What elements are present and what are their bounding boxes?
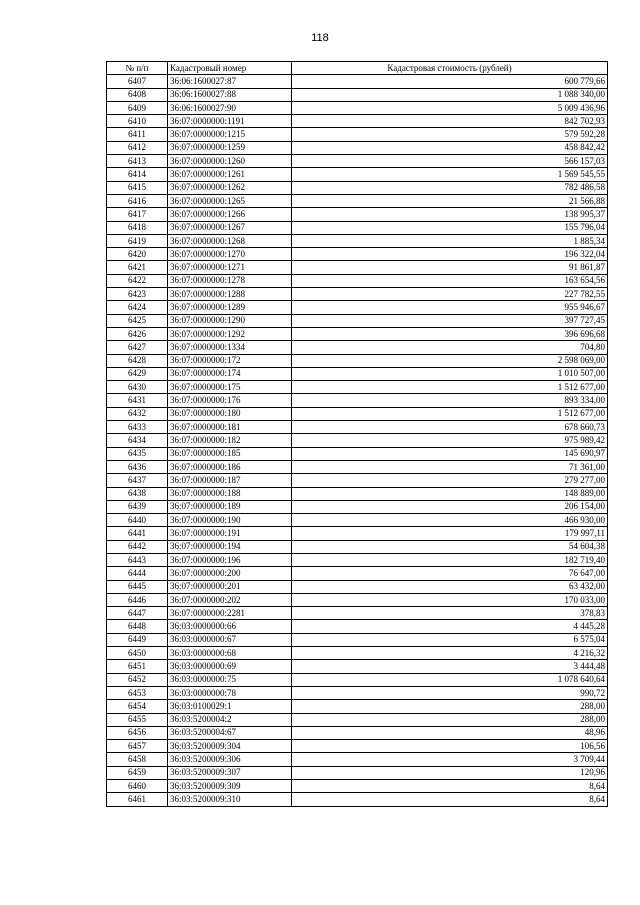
table-row <box>107 394 608 407</box>
row-number-cell: 6461 <box>107 793 168 806</box>
row-number-cell: 6428 <box>107 354 168 367</box>
cadastral-number-cell: 36:07:0000000:185 <box>168 447 292 460</box>
row-number-cell: 6415 <box>107 181 168 194</box>
cadastral-number-cell: 36:03:0000000:75 <box>168 673 292 686</box>
cadastral-number-cell: 36:07:0000000:186 <box>168 460 292 473</box>
table-row <box>107 421 608 434</box>
cadastral-value-cell: 2 598 069,00 <box>292 354 608 367</box>
cadastral-number-cell: 36:07:0000000:1271 <box>168 261 292 274</box>
table-row <box>107 753 608 766</box>
table-body <box>107 75 608 806</box>
row-number-cell: 6432 <box>107 407 168 420</box>
cadastral-number-cell: 36:03:5200009:304 <box>168 740 292 753</box>
cadastral-value-cell: 3 709,44 <box>292 753 608 766</box>
table-row <box>107 381 608 394</box>
table-row <box>107 607 608 620</box>
table-header-row <box>107 62 608 75</box>
row-number-cell: 6424 <box>107 301 168 314</box>
cadastral-number-cell: 36:07:0000000:188 <box>168 487 292 500</box>
table-row <box>107 487 608 500</box>
table-row <box>107 221 608 234</box>
cadastral-value-cell: 6 575,04 <box>292 633 608 646</box>
row-number-cell: 6435 <box>107 447 168 460</box>
cadastral-number-cell: 36:03:0000000:69 <box>168 660 292 673</box>
row-number-cell: 6445 <box>107 580 168 593</box>
cadastral-value-cell: 8,64 <box>292 780 608 793</box>
cadastral-number-cell: 36:07:0000000:1268 <box>168 234 292 247</box>
table-row <box>107 686 608 699</box>
cadastral-number-cell: 36:03:5200009:307 <box>168 766 292 779</box>
row-number-cell: 6430 <box>107 381 168 394</box>
cadastral-number-cell: 36:07:0000000:175 <box>168 381 292 394</box>
row-number-cell: 6410 <box>107 115 168 128</box>
table-row <box>107 168 608 181</box>
cadastral-number-cell: 36:07:0000000:1288 <box>168 288 292 301</box>
cadastral-value-cell: 76 647,00 <box>292 567 608 580</box>
cadastral-value-cell: 179 997,11 <box>292 527 608 540</box>
cadastral-number-cell: 36:07:0000000:200 <box>168 567 292 580</box>
row-number-cell: 6407 <box>107 75 168 88</box>
cadastral-number-cell: 36:07:0000000:181 <box>168 421 292 434</box>
table-row <box>107 88 608 101</box>
row-number-cell: 6439 <box>107 500 168 513</box>
row-number-cell: 6427 <box>107 341 168 354</box>
cadastral-value-cell: 566 157,03 <box>292 155 608 168</box>
cadastral-value-cell: 990,72 <box>292 686 608 699</box>
table-row <box>107 580 608 593</box>
table-row <box>107 341 608 354</box>
table-row <box>107 141 608 154</box>
table-row <box>107 434 608 447</box>
row-number-cell: 6417 <box>107 208 168 221</box>
table-row <box>107 115 608 128</box>
row-number-cell: 6441 <box>107 527 168 540</box>
row-number-cell: 6459 <box>107 766 168 779</box>
table-row <box>107 700 608 713</box>
table-row <box>107 460 608 473</box>
cadastral-number-cell: 36:07:0000000:1290 <box>168 314 292 327</box>
table-row <box>107 194 608 207</box>
cadastral-value-cell: 71 361,00 <box>292 460 608 473</box>
cadastral-value-cell: 466 930,00 <box>292 514 608 527</box>
row-number-cell: 6416 <box>107 194 168 207</box>
row-number-cell: 6446 <box>107 593 168 606</box>
cadastral-value-cell: 48,96 <box>292 726 608 739</box>
row-number-cell: 6411 <box>107 128 168 141</box>
cadastral-value-cell: 155 796,04 <box>292 221 608 234</box>
cadastral-value-cell: 145 690,97 <box>292 447 608 460</box>
row-number-cell: 6418 <box>107 221 168 234</box>
table-row <box>107 500 608 513</box>
table-row <box>107 208 608 221</box>
cadastral-number-cell: 36:07:0000000:194 <box>168 540 292 553</box>
row-number-cell: 6419 <box>107 234 168 247</box>
table-row <box>107 288 608 301</box>
cadastral-value-cell: 378,83 <box>292 607 608 620</box>
cadastral-value-cell: 678 660,73 <box>292 421 608 434</box>
cadastral-number-cell: 36:07:0000000:1191 <box>168 115 292 128</box>
row-number-cell: 6454 <box>107 700 168 713</box>
cadastral-value-cell: 288,00 <box>292 700 608 713</box>
table-row <box>107 567 608 580</box>
table-row <box>107 553 608 566</box>
cadastral-value-cell: 1 088 340,00 <box>292 88 608 101</box>
table-row <box>107 527 608 540</box>
table-row <box>107 181 608 194</box>
cadastral-number-cell: 36:06:1600027:87 <box>168 75 292 88</box>
row-number-cell: 6440 <box>107 514 168 527</box>
row-number-cell: 6437 <box>107 474 168 487</box>
row-number-cell: 6434 <box>107 434 168 447</box>
cadastral-value-cell: 106,56 <box>292 740 608 753</box>
table-row <box>107 660 608 673</box>
table-row <box>107 713 608 726</box>
cadastral-number-cell: 36:03:0100029:1 <box>168 700 292 713</box>
table-row <box>107 354 608 367</box>
row-number-cell: 6421 <box>107 261 168 274</box>
cadastral-value-cell: 1 885,34 <box>292 234 608 247</box>
cadastral-number-cell: 36:07:0000000:1267 <box>168 221 292 234</box>
cadastral-number-cell: 36:07:0000000:1266 <box>168 208 292 221</box>
cadastral-number-cell: 36:03:5200004:2 <box>168 713 292 726</box>
table-row <box>107 447 608 460</box>
row-number-cell: 6433 <box>107 421 168 434</box>
table-row <box>107 766 608 779</box>
cadastral-number-cell: 36:07:0000000:196 <box>168 553 292 566</box>
cadastral-number-cell: 36:03:0000000:66 <box>168 620 292 633</box>
cadastral-value-cell: 1 512 677,00 <box>292 381 608 394</box>
row-number-cell: 6452 <box>107 673 168 686</box>
cadastral-number-cell: 36:03:5200004:67 <box>168 726 292 739</box>
cadastral-value-cell: 5 009 436,96 <box>292 101 608 114</box>
row-number-cell: 6422 <box>107 274 168 287</box>
cadastral-number-cell: 36:07:0000000:172 <box>168 354 292 367</box>
cadastral-number-cell: 36:07:0000000:191 <box>168 527 292 540</box>
cadastral-value-cell: 170 033,00 <box>292 593 608 606</box>
row-number-cell: 6449 <box>107 633 168 646</box>
cadastral-value-cell: 227 782,55 <box>292 288 608 301</box>
row-number-cell: 6431 <box>107 394 168 407</box>
cadastral-number-cell: 36:03:0000000:67 <box>168 633 292 646</box>
row-number-cell: 6413 <box>107 155 168 168</box>
header-row-number: № п/п <box>107 62 168 75</box>
row-number-cell: 6423 <box>107 288 168 301</box>
cadastral-number-cell: 36:03:5200009:309 <box>168 780 292 793</box>
header-cadastral-number: Кадастровый номер <box>168 62 292 75</box>
cadastral-number-cell: 36:03:5200009:306 <box>168 753 292 766</box>
table-row <box>107 647 608 660</box>
table-row <box>107 593 608 606</box>
row-number-cell: 6425 <box>107 314 168 327</box>
cadastral-value-cell: 279 277,00 <box>292 474 608 487</box>
cadastral-value-cell: 206 154,00 <box>292 500 608 513</box>
cadastral-value-cell: 4 216,32 <box>292 647 608 660</box>
row-number-cell: 6414 <box>107 168 168 181</box>
cadastral-value-cell: 704,80 <box>292 341 608 354</box>
row-number-cell: 6408 <box>107 88 168 101</box>
cadastral-value-cell: 54 604,38 <box>292 540 608 553</box>
cadastral-value-cell: 1 512 677,00 <box>292 407 608 420</box>
cadastral-number-cell: 36:07:0000000:1278 <box>168 274 292 287</box>
cadastral-value-cell: 893 334,00 <box>292 394 608 407</box>
table-row <box>107 128 608 141</box>
table-row <box>107 740 608 753</box>
cadastral-value-cell: 91 861,87 <box>292 261 608 274</box>
row-number-cell: 6450 <box>107 647 168 660</box>
row-number-cell: 6447 <box>107 607 168 620</box>
header-cadastral-value: Кадастровая стоимость (рублей) <box>292 62 608 75</box>
cadastral-value-cell: 63 432,00 <box>292 580 608 593</box>
cadastral-value-cell: 138 995,37 <box>292 208 608 221</box>
table-row <box>107 248 608 261</box>
cadastral-value-cell: 148 889,00 <box>292 487 608 500</box>
cadastral-value-cell: 163 654,56 <box>292 274 608 287</box>
cadastral-number-cell: 36:06:1600027:90 <box>168 101 292 114</box>
cadastral-number-cell: 36:07:0000000:201 <box>168 580 292 593</box>
row-number-cell: 6436 <box>107 460 168 473</box>
cadastral-number-cell: 36:07:0000000:202 <box>168 593 292 606</box>
table-row <box>107 234 608 247</box>
row-number-cell: 6420 <box>107 248 168 261</box>
cadastral-value-cell: 182 719,40 <box>292 553 608 566</box>
table-row <box>107 633 608 646</box>
cadastral-value-cell: 842 702,93 <box>292 115 608 128</box>
table-row <box>107 514 608 527</box>
table-row <box>107 474 608 487</box>
row-number-cell: 6458 <box>107 753 168 766</box>
cadastral-number-cell: 36:07:0000000:1261 <box>168 168 292 181</box>
table-row <box>107 673 608 686</box>
row-number-cell: 6442 <box>107 540 168 553</box>
row-number-cell: 6451 <box>107 660 168 673</box>
row-number-cell: 6412 <box>107 141 168 154</box>
table-row <box>107 261 608 274</box>
cadastral-value-cell: 396 696,68 <box>292 327 608 340</box>
row-number-cell: 6438 <box>107 487 168 500</box>
page-number: 118 <box>311 32 329 44</box>
cadastral-value-cell: 579 592,28 <box>292 128 608 141</box>
row-number-cell: 6448 <box>107 620 168 633</box>
row-number-cell: 6453 <box>107 686 168 699</box>
row-number-cell: 6426 <box>107 327 168 340</box>
cadastral-number-cell: 36:07:0000000:174 <box>168 367 292 380</box>
cadastral-number-cell: 36:07:0000000:1334 <box>168 341 292 354</box>
table-row <box>107 274 608 287</box>
cadastral-value-cell: 21 566,88 <box>292 194 608 207</box>
table-row <box>107 327 608 340</box>
table-row <box>107 75 608 88</box>
cadastral-number-cell: 36:07:0000000:1289 <box>168 301 292 314</box>
row-number-cell: 6444 <box>107 567 168 580</box>
cadastral-value-cell: 288,00 <box>292 713 608 726</box>
row-number-cell: 6457 <box>107 740 168 753</box>
cadastral-value-cell: 1 569 545,55 <box>292 168 608 181</box>
table-row <box>107 780 608 793</box>
cadastral-number-cell: 36:07:0000000:1215 <box>168 128 292 141</box>
cadastral-number-cell: 36:07:0000000:1260 <box>168 155 292 168</box>
cadastral-value-cell: 600 779,66 <box>292 75 608 88</box>
cadastral-number-cell: 36:07:0000000:1259 <box>168 141 292 154</box>
cadastral-number-cell: 36:07:0000000:1265 <box>168 194 292 207</box>
cadastral-value-cell: 1 010 507,00 <box>292 367 608 380</box>
cadastral-number-cell: 36:07:0000000:180 <box>168 407 292 420</box>
cadastral-number-cell: 36:03:0000000:78 <box>168 686 292 699</box>
row-number-cell: 6409 <box>107 101 168 114</box>
row-number-cell: 6429 <box>107 367 168 380</box>
table-row <box>107 367 608 380</box>
table-row <box>107 620 608 633</box>
cadastral-number-cell: 36:07:0000000:1270 <box>168 248 292 261</box>
table-row <box>107 101 608 114</box>
table-row <box>107 726 608 739</box>
row-number-cell: 6456 <box>107 726 168 739</box>
cadastral-value-cell: 196 322,04 <box>292 248 608 261</box>
cadastral-number-cell: 36:07:0000000:176 <box>168 394 292 407</box>
row-number-cell: 6460 <box>107 780 168 793</box>
cadastral-number-cell: 36:07:0000000:187 <box>168 474 292 487</box>
cadastral-value-cell: 975 989,42 <box>292 434 608 447</box>
table-row <box>107 301 608 314</box>
table-row <box>107 314 608 327</box>
cadastral-number-cell: 36:06:1600027:88 <box>168 88 292 101</box>
cadastral-value-cell: 3 444,48 <box>292 660 608 673</box>
row-number-cell: 6455 <box>107 713 168 726</box>
table-row <box>107 793 608 806</box>
cadastral-value-cell: 955 946,67 <box>292 301 608 314</box>
cadastral-value-cell: 782 486,58 <box>292 181 608 194</box>
row-number-cell: 6443 <box>107 553 168 566</box>
table-row <box>107 540 608 553</box>
cadastral-number-cell: 36:03:0000000:68 <box>168 647 292 660</box>
cadastral-value-cell: 1 078 640,64 <box>292 673 608 686</box>
cadastral-number-cell: 36:07:0000000:2281 <box>168 607 292 620</box>
cadastral-value-cell: 8,64 <box>292 793 608 806</box>
cadastral-number-cell: 36:07:0000000:189 <box>168 500 292 513</box>
cadastral-number-cell: 36:07:0000000:1292 <box>168 327 292 340</box>
cadastral-value-cell: 4 445,28 <box>292 620 608 633</box>
cadastral-value-cell: 120,96 <box>292 766 608 779</box>
cadastral-number-cell: 36:07:0000000:190 <box>168 514 292 527</box>
cadastral-value-cell: 458 842,42 <box>292 141 608 154</box>
table-row <box>107 155 608 168</box>
cadastral-value-table <box>106 61 608 807</box>
cadastral-value-cell: 397 727,45 <box>292 314 608 327</box>
cadastral-number-cell: 36:07:0000000:182 <box>168 434 292 447</box>
table-row <box>107 407 608 420</box>
cadastral-number-cell: 36:07:0000000:1262 <box>168 181 292 194</box>
cadastral-number-cell: 36:03:5200009:310 <box>168 793 292 806</box>
